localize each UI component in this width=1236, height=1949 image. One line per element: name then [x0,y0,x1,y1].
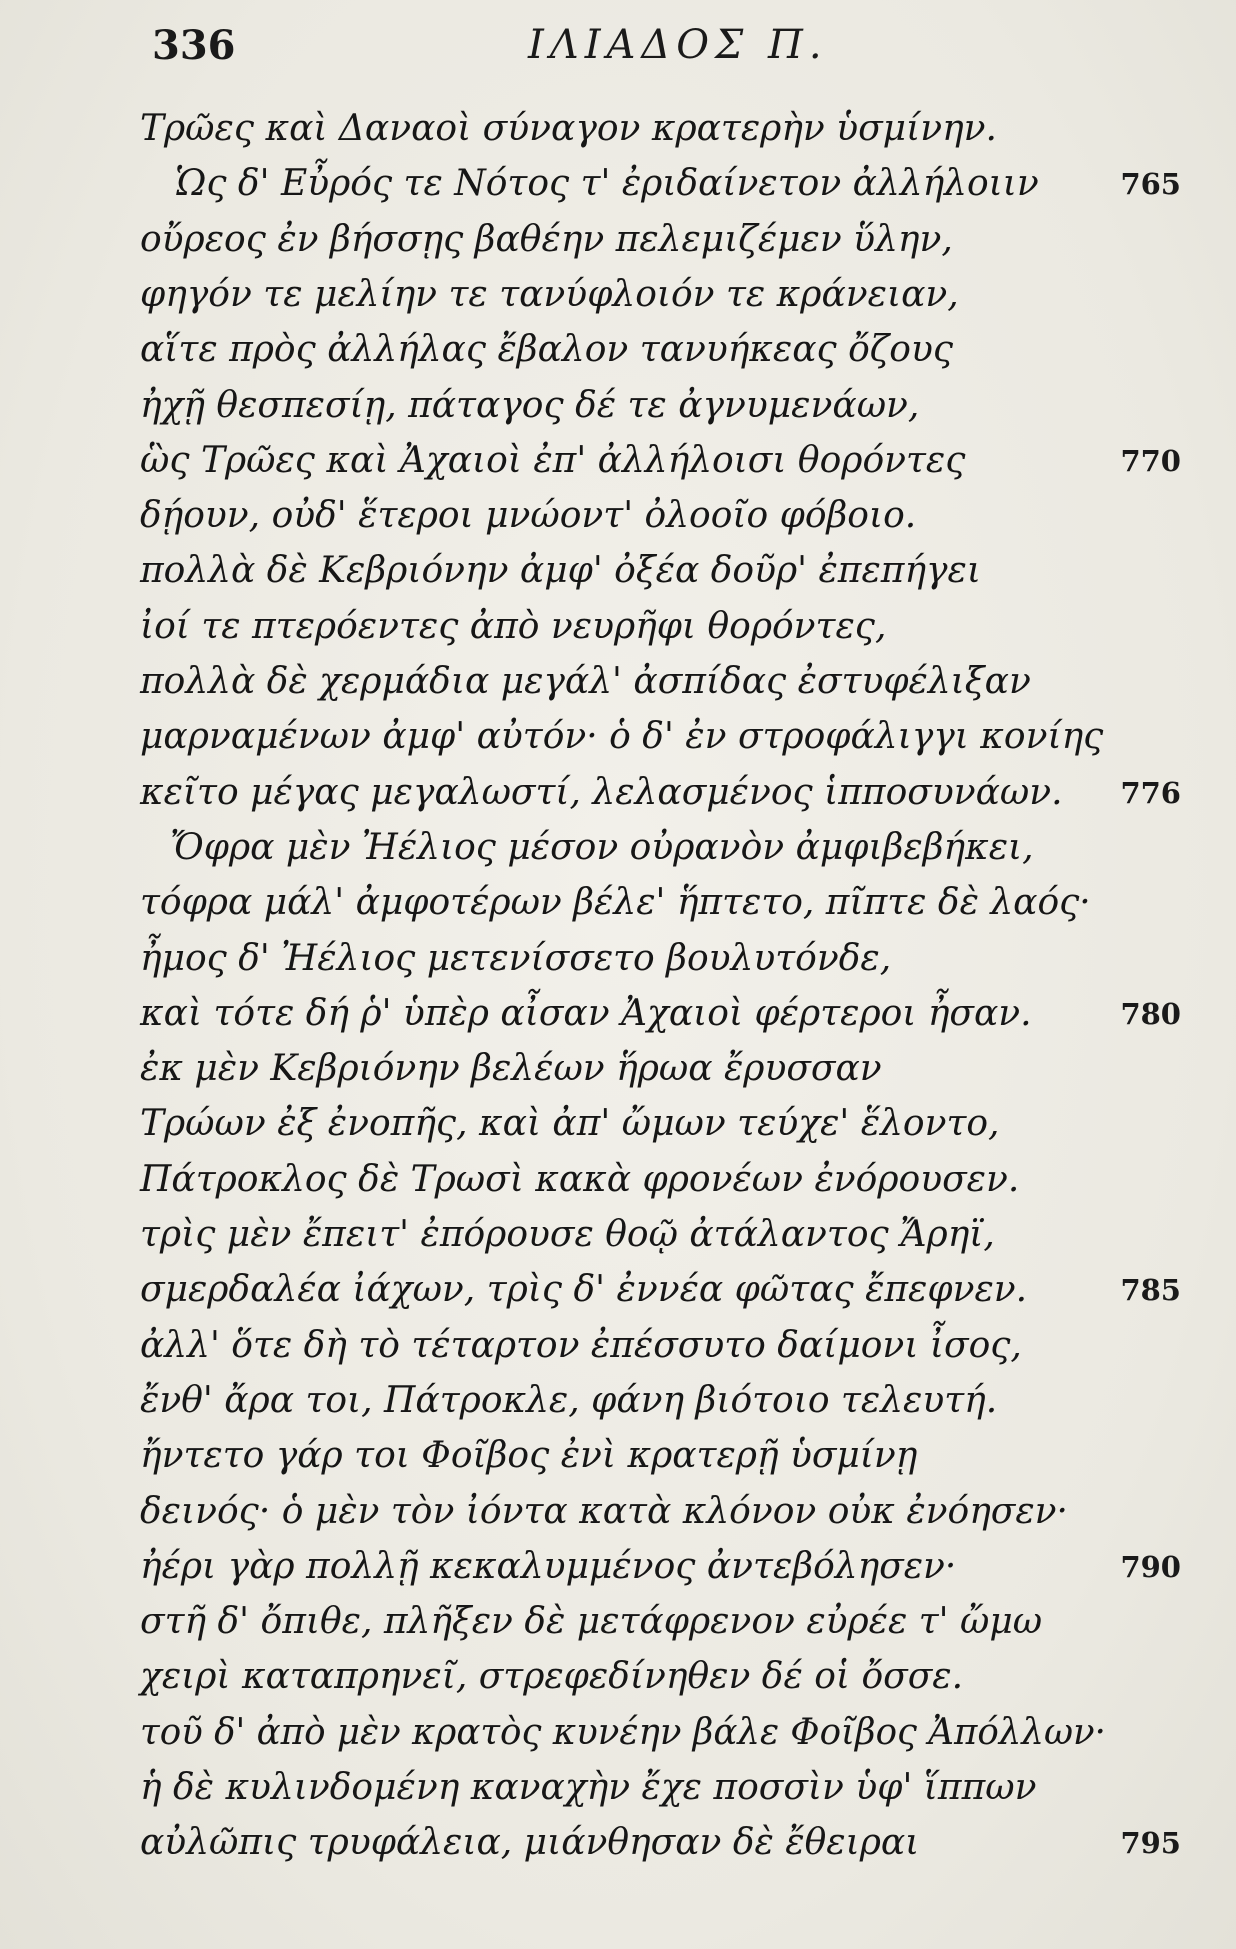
line-number: 795 [1120,1826,1181,1861]
verse-line [0,103,1236,158]
verse-line-text: ἤντετο γάρ τοι Φοῖβος ἐνὶ κρατερῇ ὑσμίνῃ [140,1435,918,1477]
verse-line-text: τρὶς μὲν ἔπειτ' ἐπόρουσε θοῷ ἀτάλαντος Ἄρηϊ, [140,1214,995,1255]
verse-line [0,1209,1236,1264]
verse-line [0,601,1236,656]
verse-line [0,435,1236,490]
running-head: ΙΛΙΑΔΟΣ Π. [528,22,828,68]
line-number: 776 [1120,775,1181,810]
verse-line-text: ἡ δὲ κυλινδομένη καναχὴν ἔχε ποσσὶν ὑφ' ἵππων [140,1767,1037,1808]
verse-line [0,1320,1236,1375]
verse-line [0,767,1236,822]
verse-line [0,1486,1236,1541]
page-header [0,22,1236,82]
verse-line-text: χειρὶ καταπρηνεῖ, στρεφεδίνηθεν δέ οἱ ὄσσε. [140,1656,964,1698]
verse-line [0,656,1236,711]
verse-line [0,380,1236,435]
verse-line [0,490,1236,545]
verse-line [0,1817,1236,1872]
verse-line [0,877,1236,932]
verse-line [0,822,1236,877]
verse-line-text: δεινός· ὁ μὲν τὸν ἰόντα κατὰ κλόνον οὐκ ἐνόησεν· [140,1490,1068,1532]
verse-line-text: ἀλλ' ὅτε δὴ τὸ τέταρτον ἐπέσσυτο δαίμονι ἶσος, [140,1324,1022,1366]
verse-line-text: ἐκ μὲν Κεβριόνην βελέων ἥρωα ἔρυσσαν [140,1048,882,1090]
verse-line [0,214,1236,269]
page-number: 336 [152,22,236,69]
verse-line-text: σμερδαλέα ἰάχων, τρὶς δ' ἐννέα φῶτας ἔπεφνεν. [140,1269,1028,1311]
verse-line-text: τόφρα μάλ' ἀμφοτέρων βέλε' ἥπτετο, πῖπτε δὲ λαός· [140,882,1091,924]
verse-line-text: καὶ τότε δή ῥ' ὑπὲρ αἶσαν Ἀχαιοὶ φέρτεροι ἦσαν. [140,992,1032,1034]
verse-line-text: ὣς Τρῶες καὶ Ἀχαιοὶ ἐπ' ἀλλήλοισι θορόντες [140,439,966,481]
verse-line-text: πολλὰ δὲ χερμάδια μεγάλ' ἀσπίδας ἐστυφέλιξαν [140,661,1031,702]
verse-line-text: Ὡς δ' Εὖρός τε Νότος τ' ἐριδαίνετον ἀλλήλοιιν [175,163,1039,205]
verse-line [0,1541,1236,1596]
verse-line-text: ἦμος δ' Ἠέλιος μετενίσσετο βουλυτόνδε, [140,937,892,979]
verse-line-text: Ὄφρα μὲν Ἠέλιος μέσον οὐρανὸν ἀμφιβεβήκει, [170,826,1034,868]
verse-line [0,933,1236,988]
verse-line [0,1098,1236,1153]
verse-line [0,988,1236,1043]
verse-line-text: τοῦ δ' ἀπὸ μὲν κρατὸς κυνέην βάλε Φοῖβος Ἀπόλλων· [140,1711,1106,1753]
line-number: 785 [1120,1273,1181,1308]
verse-line-text: στῆ δ' ὄπιθε, πλῆξεν δὲ μετάφρενον εὐρέε τ' ὤμω [140,1601,1043,1643]
verse-line [0,158,1236,213]
line-number: 790 [1120,1549,1181,1584]
verse-line-text: πολλὰ δὲ Κεβριόνην ἀμφ' ὀξέα δοῦρ' ἐπεπήγει [140,550,981,592]
line-number: 780 [1120,996,1181,1031]
verse-line [0,545,1236,600]
verse-line-text: δῄουν, οὐδ' ἕτεροι μνώοντ' ὀλοοῖο φόβοιο. [140,495,917,537]
line-number: 770 [1120,443,1181,478]
verse-line-text: ἔνθ' ἄρα τοι, Πάτροκλε, φάνη βιότοιο τελευτή. [140,1379,998,1421]
verse-line-text: κεῖτο μέγας μεγαλωστί, λελασμένος ἱπποσυνάων. [140,771,1063,813]
verse-line-text: Τρῶες καὶ Δαναοὶ σύναγον κρατερὴν ὑσμίνην. [140,108,997,149]
verse-line [0,1707,1236,1762]
verse-line-text: ἠχῇ θεσπεσίῃ, πάταγος δέ τε ἀγνυμενάων, [140,384,920,426]
verse-line [0,1430,1236,1485]
verse-line [0,1762,1236,1817]
verse-line [0,1651,1236,1706]
verse-line [0,1043,1236,1098]
verse-line [0,1264,1236,1319]
verse-line [0,711,1236,766]
verse-line [0,1375,1236,1430]
verse-line-text: φηγόν τε μελίην τε τανύφλοιόν τε κράνειαν, [140,273,959,315]
verse-line-text: Πάτροκλος δὲ Τρωσὶ κακὰ φρονέων ἐνόρουσεν. [140,1158,1020,1200]
verse-line [0,1154,1236,1209]
line-number: 765 [1120,167,1181,202]
verse-line-text: οὔρεος ἐν βήσσῃς βαθέην πελεμιζέμεν ὕλην, [140,218,953,260]
verse-line-text: ἰοί τε πτερόεντες ἀπὸ νευρῆφι θορόντες, [140,605,887,647]
verse-line [0,269,1236,324]
verse-line-text: μαρναμένων ἀμφ' αὐτόν· ὁ δ' ἐν στροφάλιγγι κονίης [140,716,1104,758]
verse-line-text: αὐλῶπις τρυφάλεια, μιάνθησαν δὲ ἔθειραι [140,1822,920,1864]
verse-line [0,324,1236,379]
verse-line-text: ἠέρι γὰρ πολλῇ κεκαλυμμένος ἀντεβόλησεν· [140,1545,957,1587]
verse-line-text: αἵτε πρὸς ἀλλήλας ἔβαλον τανυήκεας ὄζους [140,329,954,371]
verse-line [0,1596,1236,1651]
verse-line-text: Τρώων ἐξ ἐνοπῆς, καὶ ἀπ' ὤμων τεύχε' ἕλοντο, [140,1103,1000,1145]
